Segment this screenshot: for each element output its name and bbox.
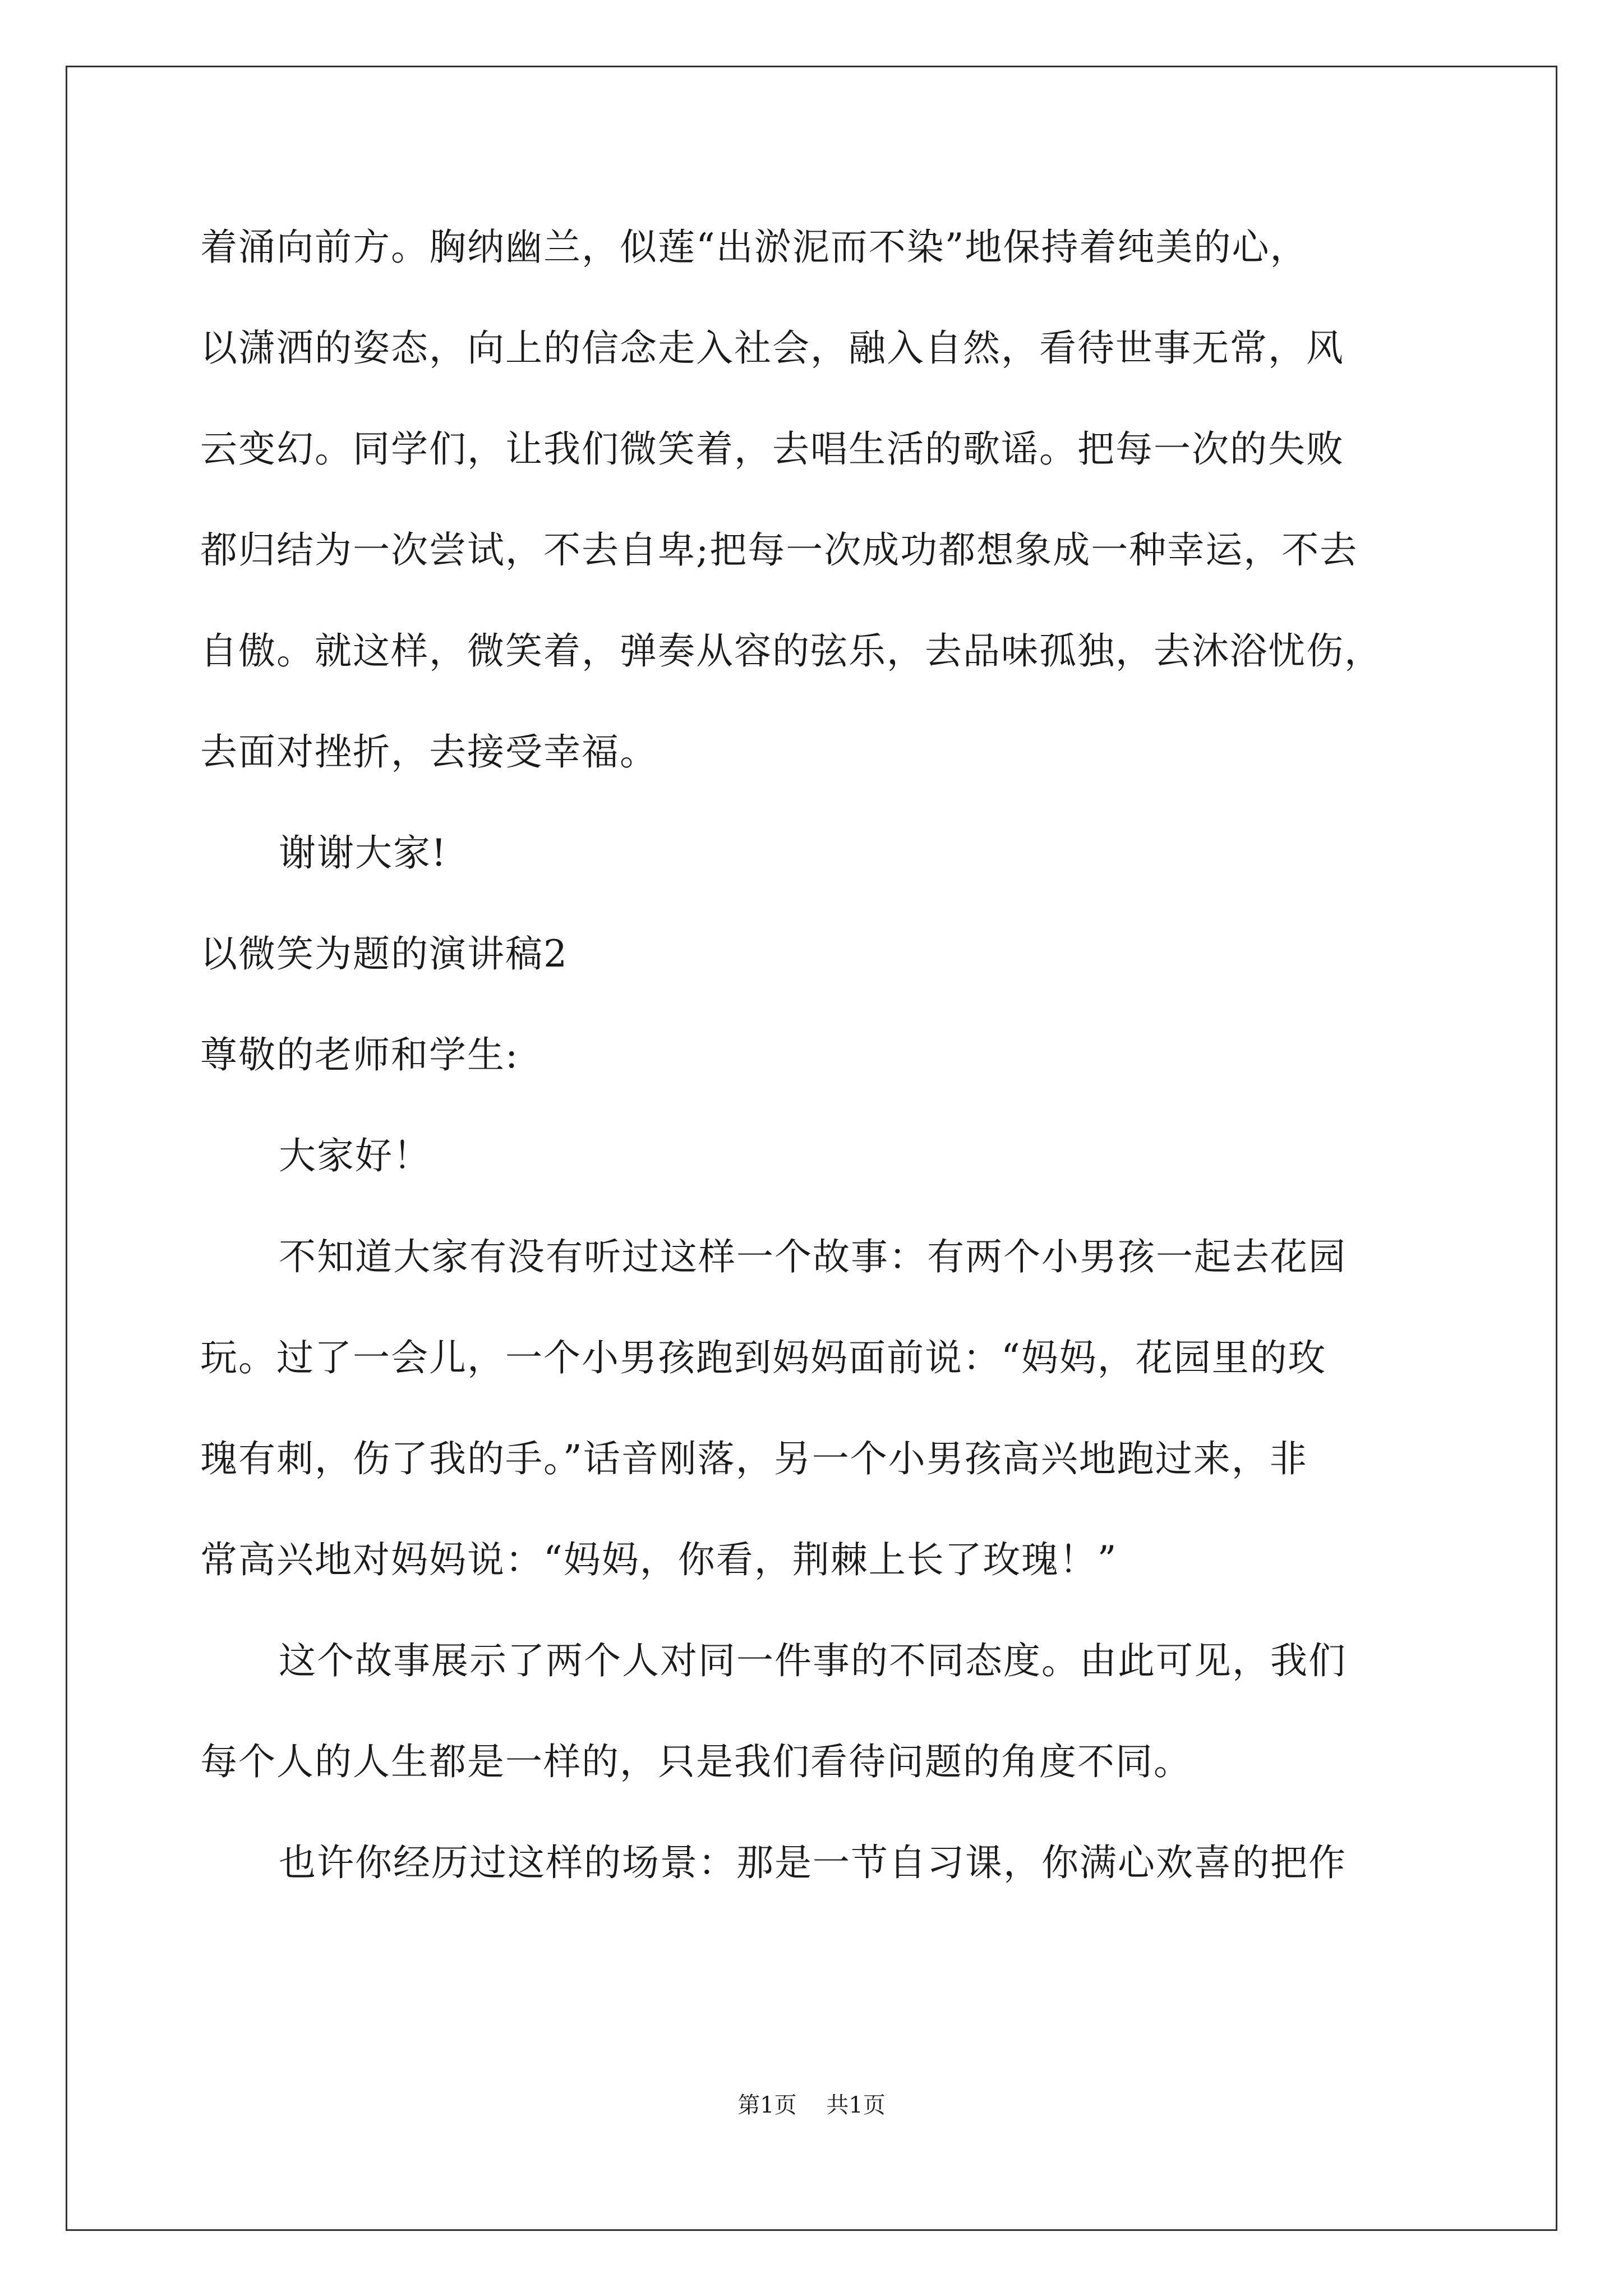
paragraph-line: 玩。过了一会儿，一个小男孩跑到妈妈面前说：“妈妈，花园里的玫 <box>200 1336 1326 1379</box>
page-footer <box>0 2091 1623 2119</box>
paragraph-line: 常高兴地对妈妈说：“妈妈，你看，荆棘上长了玫瑰！” <box>200 1538 1118 1581</box>
paragraph-line: 去面对挫折，去接受幸福。 <box>200 730 658 774</box>
paragraph-line: 都归结为一次尝试，不去自卑;把每一次成功都想象成一种幸运，不去 <box>200 528 1358 572</box>
salutation: 尊敬的老师和学生: <box>200 1033 519 1076</box>
paragraph-line: 以潇洒的姿态，向上的信念走入社会，融入自然，看待世事无常，风 <box>200 326 1344 370</box>
paragraph-line: 这个故事展示了两个人对同一件事的不同态度。由此可见，我们 <box>279 1639 1347 1682</box>
paragraph-line: 自傲。就这样，微笑着，弹奏从容的弦乐，去品味孤独，去沐浴忧伤， <box>200 629 1382 673</box>
paragraph-line: 着涌向前方。胸纳幽兰，似莲“出淤泥而不染”地保持着纯美的心， <box>200 226 1308 269</box>
paragraph-line: 云变幻。同学们，让我们微笑着，去唱生活的歌谣。把每一次的失败 <box>200 427 1344 471</box>
page-total: 共1页 <box>826 2092 886 2118</box>
page-number: 第1页 <box>737 2092 797 2118</box>
closing-line: 谢谢大家! <box>279 831 448 875</box>
section-title: 以微笑为题的演讲稿2 <box>200 932 568 976</box>
paragraph-line: 不知道大家有没有听过这样一个故事：有两个小男孩一起去花园 <box>279 1235 1347 1278</box>
paragraph-line: 瑰有刺，伤了我的手。”话音刚落，另一个小男孩高兴地跑过来，非 <box>200 1437 1308 1480</box>
greeting: 大家好！ <box>279 1134 431 1177</box>
paragraph-line: 每个人的人生都是一样的，只是我们看待问题的角度不同。 <box>200 1740 1192 1783</box>
paragraph-line: 也许你经历过这样的场景：那是一节自习课，你满心欢喜的把作 <box>279 1841 1347 1884</box>
